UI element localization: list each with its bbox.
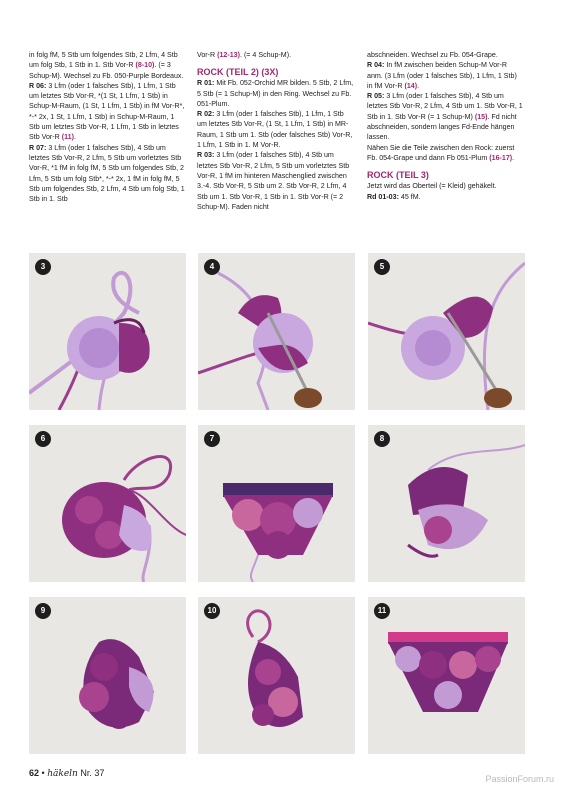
step-photo-5 xyxy=(368,253,525,410)
step-number-badge: 6 xyxy=(35,431,51,447)
step-photo-3 xyxy=(29,253,186,410)
section-heading: ROCK (TEIL 2) (3X) xyxy=(197,67,279,78)
step-photo-8 xyxy=(368,425,525,582)
crochet-photo xyxy=(198,253,355,410)
section-heading: ROCK (TEIL 3) xyxy=(367,170,429,181)
paragraph: Nähen Sie die Teile zwischen den Rock: zuerst Fb. 054-Grape und dann Fb 051-Plum (16-17). xyxy=(367,143,515,162)
step-photo-10 xyxy=(198,597,355,754)
row-06: R 06: 3 Lfm (oder 1 falsches Stb), 1 Lfm, 1 Stb um letztes Stb Vor-R, *(1 St, 1 Lfm, 1 Stb) in Schup-M-Raum, (1 St, 1 Lfm, 1 Stb) in fM Vor-R*, *-* 2x, 1 St, 1 Lfm, 1 Stb) in Schup-M-Raum, 1 Stb um letztes Stb Vor-R, 1 Lfm, 1 Stb in letztes Stb Vor-R (11). xyxy=(29,81,185,142)
paragraph: Vor-R (12-13). (= 4 Schup-M). xyxy=(197,51,292,59)
magazine-brand: häkeln xyxy=(47,769,78,779)
step-number-badge: 5 xyxy=(374,259,390,275)
crochet-photo xyxy=(368,597,525,754)
row-02: R 02: 3 Lfm (oder 1 falsches Stb), 1 Lfm, 1 Stb um letztes Stb Vor-R, (1 St, 1 Lfm, 1 Stb) in MR-Raum, 1 Stb um 1. Stb (oder falsches Stb) Vor-R, 1 Lfm, 1 Stb in 1. M Vor-R. xyxy=(197,110,353,150)
text-column-3 xyxy=(367,50,524,202)
crochet-photo xyxy=(198,425,355,582)
paragraph: Jetzt wird das Oberteil (= Kleid) gehäkelt. xyxy=(367,182,497,191)
step-number-badge: 8 xyxy=(374,431,390,447)
step-photo-4 xyxy=(198,253,355,410)
crochet-photo xyxy=(29,597,186,754)
photo-ref: (11) xyxy=(61,133,74,142)
crochet-photo xyxy=(29,253,186,410)
photo-ref: (16-17) xyxy=(489,153,513,162)
rounds: Rd 01-03: 45 fM. xyxy=(367,192,421,201)
crochet-photo xyxy=(29,425,186,582)
issue-number: Nr. 37 xyxy=(80,768,105,778)
step-number-badge: 11 xyxy=(374,603,390,619)
step-photo-6 xyxy=(29,425,186,582)
footer-bullet: • xyxy=(41,768,45,778)
crochet-photo xyxy=(368,253,525,410)
step-number-badge: 4 xyxy=(204,259,220,275)
row-01: R 01: Mit Fb. 052-Orchid MR bilden. 5 Stb, 2 Lfm, 5 Stb (= 1 Schup-M) in den Ring. Wechsel zu Fb. 051-Plum. xyxy=(197,79,354,108)
photo-ref: (14) xyxy=(404,81,418,90)
step-number-badge: 7 xyxy=(204,431,220,447)
photo-ref: (8-10) xyxy=(135,61,155,70)
crochet-photo xyxy=(198,597,355,754)
step-photo-9 xyxy=(29,597,186,754)
text-column-1 xyxy=(29,50,186,204)
paragraph: abschneiden. Wechsel zu Fb. 054-Grape. xyxy=(367,51,498,59)
page-footer xyxy=(29,768,104,779)
step-number-badge: 10 xyxy=(204,603,220,619)
step-photo-11 xyxy=(368,597,525,754)
row-03: R 03: 3 Lfm (oder 1 falsches Stb), 4 Stb um letztes Stb Vor-R, 2 Lfm, 5 Stb um vorletztes Stb Vor-R, 1 fM im hinteren Maschenglied zwischen 3.-4. Stb Vor-R, 5 Stb um 2. Stb Vor-R, 2 Lfm, 4 Stb um 1. Stb Vor-R, 1 Stb in 1. Stb Vor-R (= 2 Schup-M). Faden nicht xyxy=(197,151,350,211)
step-photo-7 xyxy=(198,425,355,582)
step-number-badge: 3 xyxy=(35,259,51,275)
page-number: 62 xyxy=(29,768,40,778)
photo-ref: (15) xyxy=(474,112,488,121)
watermark: PassionForum.ru xyxy=(485,774,554,784)
row-07: R 07: 3 Lfm (oder 1 falsches Stb), 4 Stb um letztes Stb Vor-R, 2 Lfm, 5 Stb um vorletztes Stb Vor-R, *1 fM in folg fM, 5 Stb um folgendes Stb, 2 Lfm, 5 Stb um folg Stb*, *-* 2x, 1 fM in folg fM, 5 Stb um folgendes Stb, 2 Lfm, 4 Stb um folg Stb, 1 Stb in 1. Stb xyxy=(29,143,185,204)
crochet-photo xyxy=(368,425,525,582)
row-05: R 05: 3 Lfm (oder 1 falsches Stb), 4 Stb um letztes Stb Vor-R, 2 Lfm, 4 Stb um 1. Stb Vor-R, 1 Stb in 1. Stb Vor-R (= 1 Schup-M) (15). Fd nicht abschneiden, sondern langes Fd-Ende hängen lassen. xyxy=(367,92,523,142)
photo-ref: (12-13) xyxy=(217,51,240,59)
row-04: R 04: In fM zwischen beiden Schup-M Vor-R anm. (3 Lfm (oder 1 falsches Stb), 1 Lfm, 1 Stb) in fM Vor-R (14). xyxy=(367,61,517,90)
paragraph: in folg fM, 5 Stb um folgendes Stb, 2 Lfm, 4 Stb um folg Stb, 1 Stb in 1. Stb Vor-R (8-10). (= 3 Schup-M). Wechsel zu Fb. 050-Purple Bordeaux. xyxy=(29,51,184,80)
step-number-badge: 9 xyxy=(35,603,51,619)
text-column-2 xyxy=(197,50,354,212)
